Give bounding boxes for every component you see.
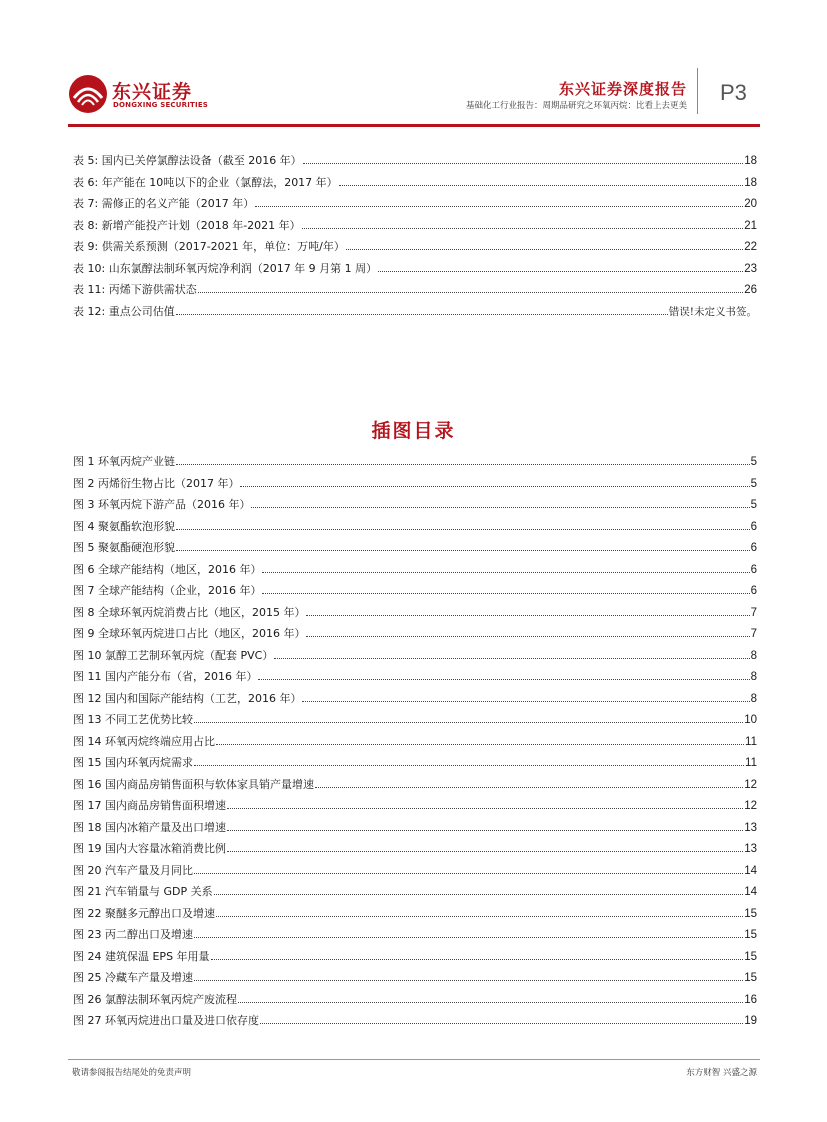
header-divider — [697, 68, 698, 114]
toc-leader-dots — [255, 206, 743, 207]
toc-entry-label[interactable]: 表 7: 需修正的名义产能（2017 年） — [73, 197, 255, 210]
figure-toc-entry[interactable] — [73, 731, 757, 753]
toc-leader-dots — [194, 765, 744, 766]
toc-entry-label[interactable]: 图 26 氯醇法制环氧丙烷产废流程 — [73, 992, 237, 1006]
toc-leader-dots — [260, 1023, 743, 1024]
toc-leader-dots — [240, 486, 749, 487]
toc-leader-dots — [315, 787, 743, 788]
toc-leader-dots — [262, 593, 749, 594]
table-toc-entry[interactable] — [73, 258, 757, 280]
footer-slogan: 东方财智 兴盛之源 — [686, 1068, 757, 1078]
toc-entry-page[interactable]: 15 — [744, 950, 757, 963]
toc-leader-dots — [238, 1002, 743, 1003]
toc-entry-label[interactable]: 表 9: 供需关系预测（2017-2021 年，单位：万吨/年） — [73, 240, 345, 253]
toc-entry-page[interactable]: 15 — [744, 907, 757, 920]
toc-entry-page[interactable]: 7 — [750, 628, 757, 640]
toc-entry-page[interactable]: 11 — [745, 735, 757, 748]
toc-entry-label[interactable]: 表 10: 山东氯醇法制环氧丙烷净利润（2017 年 9 月第 1 周） — [73, 261, 378, 275]
toc-entry-page[interactable]: 18 — [744, 176, 757, 189]
footer-rule — [68, 1059, 760, 1060]
toc-entry-page[interactable]: 26 — [744, 284, 757, 296]
toc-leader-dots — [251, 507, 749, 508]
figure-toc-entry[interactable] — [73, 516, 757, 538]
table-toc-entry[interactable] — [73, 193, 757, 215]
toc-leader-dots — [211, 959, 744, 960]
toc-entry-page[interactable]: 23 — [744, 262, 757, 275]
toc-entry-page[interactable]: 15 — [744, 972, 757, 984]
table-toc-entry[interactable] — [73, 150, 757, 172]
toc-entry-label[interactable]: 图 4 聚氨酯软泡形貌 — [73, 519, 175, 533]
figure-toc-entry[interactable] — [73, 602, 757, 624]
toc-entry-label[interactable]: 图 13 不同工艺优势比较 — [73, 713, 193, 726]
toc-entry-label[interactable]: 表 6: 年产能在 10吨以下的企业（氯醇法，2017 年） — [73, 175, 338, 189]
toc-entry-page[interactable]: 13 — [744, 821, 757, 834]
toc-entry-page[interactable]: 7 — [750, 606, 757, 619]
header-rule — [68, 124, 760, 127]
toc-entry-page[interactable]: 8 — [750, 649, 757, 662]
toc-leader-dots — [227, 808, 743, 809]
toc-entry-label[interactable]: 表 5: 国内已关停氯醇法设备（截至 2016 年） — [73, 154, 302, 167]
toc-entry-page[interactable]: 6 — [750, 563, 757, 576]
toc-entry-label[interactable]: 图 7 全球产能结构（企业，2016 年） — [73, 584, 262, 597]
figure-toc-entry[interactable] — [73, 795, 757, 817]
toc-leader-dots — [227, 830, 743, 831]
figure-toc-entry[interactable] — [73, 881, 757, 903]
toc-entry-label[interactable]: 图 25 冷藏车产量及增速 — [73, 971, 193, 984]
toc-entry-label[interactable]: 图 22 聚醚多元醇出口及增速 — [73, 906, 215, 920]
figure-toc-entry[interactable] — [73, 494, 757, 516]
toc-entry-label[interactable]: 图 21 汽车销量与 GDP 关系 — [73, 885, 213, 898]
toc-entry-label[interactable]: 图 11 国内产能分布（省，2016 年） — [73, 670, 258, 683]
toc-leader-dots — [214, 894, 744, 895]
toc-leader-dots — [198, 292, 744, 293]
toc-leader-dots — [302, 228, 744, 229]
toc-leader-dots — [194, 722, 743, 723]
logo-english-name: DONGXING SECURITIES — [113, 101, 209, 109]
figure-toc-entry[interactable] — [73, 903, 757, 925]
toc-entry-page[interactable]: 6 — [750, 585, 757, 597]
toc-entry-page[interactable]: 5 — [750, 477, 757, 490]
figure-toc-entry[interactable] — [73, 967, 757, 989]
toc-entry-label[interactable]: 图 8 全球环氧丙烷消费占比（地区，2015 年） — [73, 605, 306, 619]
toc-leader-dots — [194, 980, 743, 981]
toc-entry-label[interactable]: 图 27 环氧丙烷进出口量及进口依存度 — [73, 1014, 259, 1027]
toc-entry-page[interactable]: 8 — [750, 671, 757, 683]
figure-toc-entry[interactable] — [73, 666, 757, 688]
toc-entry-label[interactable]: 表 12: 重点公司估值 — [73, 304, 175, 318]
toc-entry-label[interactable]: 图 9 全球环氧丙烷进口占比（地区，2016 年） — [73, 627, 306, 640]
figure-toc-entry[interactable] — [73, 709, 757, 731]
tables-toc — [73, 150, 757, 322]
toc-entry-page[interactable]: 14 — [744, 864, 757, 877]
page-number: P3 — [720, 80, 747, 105]
table-toc-entry[interactable] — [73, 279, 757, 301]
toc-entry-page[interactable]: 8 — [750, 692, 757, 705]
table-toc-entry[interactable] — [73, 215, 757, 237]
toc-entry-label[interactable]: 图 17 国内商品房销售面积增速 — [73, 799, 226, 812]
figure-toc-entry[interactable] — [73, 752, 757, 774]
figure-toc-entry[interactable] — [73, 989, 757, 1011]
toc-entry-page[interactable]: 12 — [744, 800, 757, 812]
toc-leader-dots — [306, 636, 749, 637]
toc-entry-label[interactable]: 图 2 丙烯衍生物占比（2017 年） — [73, 476, 240, 490]
report-type: 东兴证券深度报告 — [558, 80, 687, 98]
toc-entry-label[interactable]: 图 19 国内大容量冰箱消费比例 — [73, 842, 226, 855]
toc-leader-dots — [262, 572, 749, 573]
figure-toc-entry[interactable] — [73, 559, 757, 581]
toc-entry-label[interactable]: 图 14 环氧丙烷终端应用占比 — [73, 734, 215, 748]
toc-entry-label[interactable]: 表 8: 新增产能投产计划（2018 年-2021 年） — [73, 218, 301, 232]
dongxing-logo-icon — [68, 74, 108, 114]
toc-leader-dots — [216, 744, 744, 745]
toc-leader-dots — [306, 615, 749, 616]
toc-entry-page[interactable]: 20 — [744, 198, 757, 210]
toc-entry-label[interactable]: 图 6 全球产能结构（地区，2016 年） — [73, 562, 262, 576]
figure-toc-entry[interactable] — [73, 924, 757, 946]
toc-entry-label[interactable]: 图 1 环氧丙烷产业链 — [73, 455, 175, 468]
toc-entry-label[interactable]: 图 15 国内环氧丙烷需求 — [73, 756, 193, 769]
toc-leader-dots — [274, 658, 749, 659]
toc-leader-dots — [378, 271, 743, 272]
toc-entry-page[interactable]: 错误!未定义书签。 — [668, 305, 757, 318]
toc-entry-page[interactable]: 10 — [744, 714, 757, 726]
toc-entry-label[interactable]: 图 24 建筑保温 EPS 年用量 — [73, 949, 210, 963]
toc-leader-dots — [302, 701, 749, 702]
toc-entry-page[interactable]: 13 — [744, 843, 757, 855]
toc-entry-page[interactable]: 18 — [744, 155, 757, 167]
toc-entry-page[interactable]: 19 — [744, 1015, 757, 1027]
figure-toc-entry[interactable] — [73, 688, 757, 710]
page-header — [0, 0, 827, 130]
toc-entry-label[interactable]: 图 23 丙二醇出口及增速 — [73, 928, 193, 941]
figure-toc-entry[interactable] — [73, 817, 757, 839]
toc-entry-label[interactable]: 图 12 国内和国际产能结构（工艺，2016 年） — [73, 691, 302, 705]
toc-leader-dots — [339, 185, 744, 186]
figure-toc-entry[interactable] — [73, 473, 757, 495]
toc-entry-label[interactable]: 图 10 氯醇工艺制环氧丙烷（配套 PVC） — [73, 648, 274, 662]
toc-entry-page[interactable]: 5 — [750, 499, 757, 511]
toc-entry-label[interactable]: 图 3 环氧丙烷下游产品（2016 年） — [73, 498, 251, 511]
toc-leader-dots — [227, 851, 743, 852]
toc-entry-page[interactable]: 14 — [744, 886, 757, 898]
toc-leader-dots — [216, 916, 743, 917]
figure-toc-entry[interactable] — [73, 860, 757, 882]
toc-entry-page[interactable]: 6 — [750, 542, 757, 554]
report-subtitle: 基础化工行业报告：周期品研究之环氧丙烷：比看上去更美 — [465, 101, 687, 111]
figures-toc-title: 插图目录 — [371, 420, 456, 442]
toc-entry-label[interactable]: 图 18 国内冰箱产量及出口增速 — [73, 820, 226, 834]
toc-leader-dots — [303, 163, 744, 164]
toc-leader-dots — [176, 464, 750, 465]
toc-entry-label[interactable]: 图 5 聚氨酯硬泡形貌 — [73, 541, 175, 554]
toc-leader-dots — [346, 249, 743, 250]
toc-entry-page[interactable]: 6 — [750, 520, 757, 533]
figure-toc-entry[interactable] — [73, 645, 757, 667]
figures-toc — [73, 451, 757, 1032]
table-toc-entry[interactable] — [73, 172, 757, 194]
toc-entry-page[interactable]: 22 — [744, 241, 757, 253]
toc-entry-page[interactable]: 12 — [744, 778, 757, 791]
toc-entry-page[interactable]: 11 — [745, 757, 757, 769]
toc-leader-dots — [176, 314, 668, 315]
footer-disclaimer: 敬请参阅报告结尾处的免责声明 — [72, 1068, 192, 1078]
figure-toc-entry[interactable] — [73, 838, 757, 860]
toc-leader-dots — [176, 529, 750, 530]
logo-chinese-name: 东兴证券 — [112, 81, 193, 103]
company-logo — [68, 74, 208, 114]
toc-leader-dots — [194, 937, 743, 938]
toc-leader-dots — [258, 679, 749, 680]
toc-entry-label[interactable]: 表 11: 丙烯下游供需状态 — [73, 283, 197, 296]
figure-toc-entry[interactable] — [73, 774, 757, 796]
toc-entry-page[interactable]: 5 — [750, 456, 757, 468]
toc-entry-page[interactable]: 16 — [744, 993, 757, 1006]
toc-entry-label[interactable]: 图 16 国内商品房销售面积与软体家具销产量增速 — [73, 777, 314, 791]
table-toc-entry[interactable] — [73, 301, 757, 323]
figure-toc-entry[interactable] — [73, 1010, 757, 1032]
figure-toc-entry[interactable] — [73, 580, 757, 602]
table-toc-entry[interactable] — [73, 236, 757, 258]
figure-toc-entry[interactable] — [73, 451, 757, 473]
figure-toc-entry[interactable] — [73, 537, 757, 559]
toc-entry-page[interactable]: 21 — [744, 219, 757, 232]
toc-leader-dots — [176, 550, 750, 551]
figure-toc-entry[interactable] — [73, 623, 757, 645]
toc-entry-page[interactable]: 15 — [744, 929, 757, 941]
toc-leader-dots — [194, 873, 743, 874]
toc-entry-label[interactable]: 图 20 汽车产量及月同比 — [73, 863, 193, 877]
figure-toc-entry[interactable] — [73, 946, 757, 968]
